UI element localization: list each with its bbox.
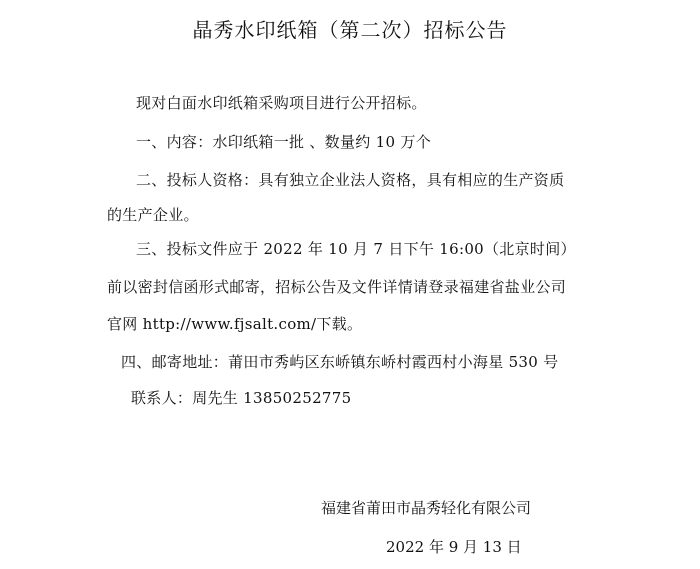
item-qualification: 二、投标人资格：具有独立企业法人资格，具有相应的生产资质 [136,171,565,189]
item-submission-method: 前以密封信函形式邮寄，招标公告及文件详情请登录福建省盐业公司 [107,278,567,296]
document-title: 晶秀水印纸箱（第二次）招标公告 [192,18,508,42]
item-qualification-continued: 的生产企业。 [107,206,199,224]
item-content: 一、内容：水印纸箱一批 、数量约 10 万个 [136,133,431,151]
item-website: 官网 http://www.fjsalt.com/下载。 [107,315,363,333]
announcement-date: 2022 年 9 月 13 日 [386,538,522,556]
company-signature: 福建省莆田市晶秀轻化有限公司 [321,499,532,517]
item-mailing-address: 四、邮寄地址：莆田市秀屿区东峤镇东峤村霞西村小海星 530 号 [121,353,559,371]
intro-paragraph: 现对白面水印纸箱采购项目进行公开招标。 [136,94,427,112]
item-submission-deadline: 三、投标文件应于 2022 年 10 月 7 日下午 16:00（北京时间） [136,240,576,258]
contact-person: 联系人：周先生 13850252775 [131,389,352,407]
